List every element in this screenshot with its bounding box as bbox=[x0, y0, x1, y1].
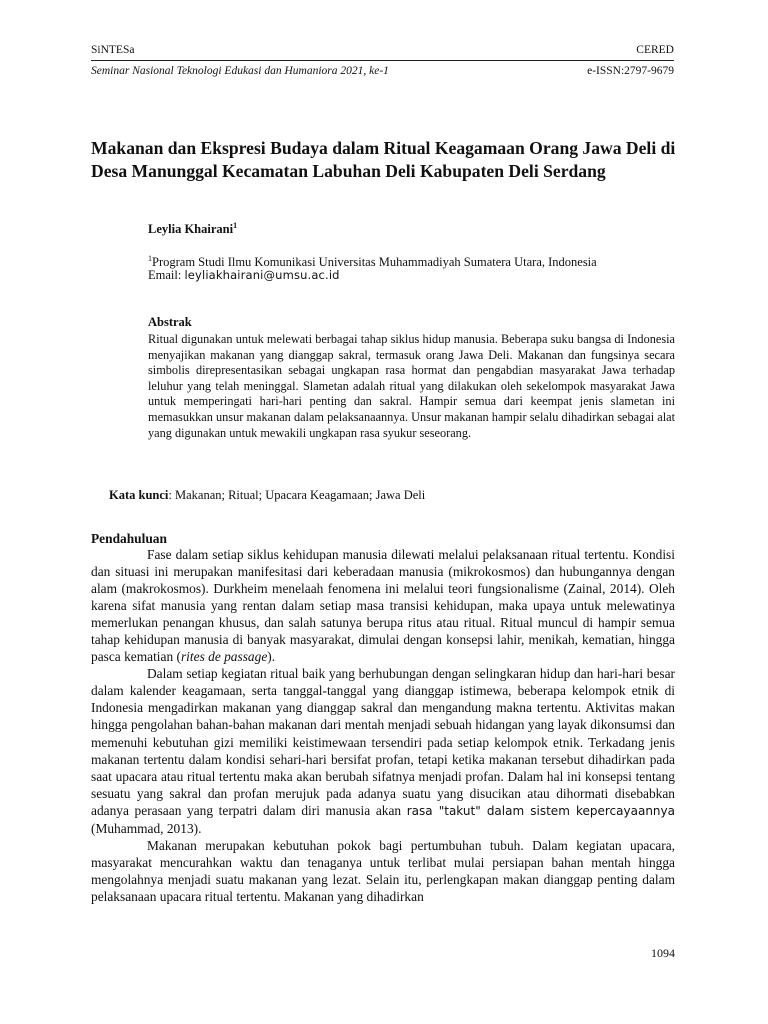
paragraph-text-end: (Muhammad, 2013). bbox=[91, 820, 202, 836]
paragraph-text-end: ). bbox=[267, 649, 276, 665]
affiliation-text: Program Studi Ilmu Komunikasi Universitas Muhammadiyah Sumatera Utara, Indonesia bbox=[152, 255, 597, 269]
keywords-text: : Makanan; Ritual; Upacara Keagamaan; Jawa Deli bbox=[168, 488, 426, 502]
paper-title: Makanan dan Ekspresi Budaya dalam Ritual Keagamaan Orang Jawa Deli di Desa Manunggal Kecamatan Labuhan Deli Kabupaten Deli Serdang bbox=[91, 138, 676, 181]
email-line bbox=[148, 267, 340, 283]
section-heading-introduction: Pendahuluan bbox=[91, 531, 167, 546]
header-rule bbox=[91, 60, 674, 61]
author-name: Leylia Khairani bbox=[148, 222, 234, 236]
author bbox=[148, 218, 237, 237]
sans-phrase: rasa "takut" dalam sistem kepercayaannya bbox=[406, 803, 675, 818]
keywords-label: Kata kunci bbox=[109, 488, 169, 502]
paragraph bbox=[91, 546, 675, 665]
journal-name: SiNTESa bbox=[91, 44, 135, 56]
eissn: e-ISSN:2797-9679 bbox=[587, 65, 674, 77]
italic-term: rites de passage bbox=[180, 649, 268, 665]
paragraph: Makanan merupakan kebutuhan pokok bagi pertumbuhan tubuh. Dalam kegiatan upacara, masyarakat mencurahkan waktu dan tenaganya untuk terlibat mulai persiapan bahan mentah hingga mengolahnya menjadi suatu makanan yang lezat. Selain itu, perlengkapan makan dianggap penting dalam pelaksanaan upacara ritual tertentu. Makanan yang dihadirkan bbox=[91, 837, 675, 904]
author-superscript: 1 bbox=[233, 221, 238, 230]
affiliation-superscript: 1 bbox=[148, 254, 152, 263]
email-address: leyliakhairani@umsu.ac.id bbox=[184, 268, 340, 282]
page-number: 1094 bbox=[651, 946, 675, 960]
abstract-heading: Abstrak bbox=[148, 315, 192, 329]
organization-name: CERED bbox=[636, 44, 674, 56]
paragraph bbox=[91, 665, 675, 836]
paragraph-text: Dalam setiap kegiatan ritual baik yang berhubungan dengan selingkaran hidup dan hari-hari besar dalam kalender keagamaan, serta tanggal-tanggal yang dianggap istimewa, beberapa kelompok etnik di Indonesia mengadirkan makanan yang dianggap sakral dan mengandung makna tertentu. Aktivitas makan hingga pengolahan bahan-bahan makanan dari mentah menjadi sebuah hidangan yang layak dikonsumsi dan memenuhi kebutuhan gizi memiliki keistimewaan tersendiri pada setiap kelompok etnik. Terkadang jenis makanan tertentu dalam kondisi sehari-hari bersifat profan, tetapi ketika makanan tersebut dihadirkan pada saat upacara atau ritual tertentu maka akan berubah sifatnya menjadi profan. Dalam hal ini konsepsi tentang sesuatu yang sakral dan profan merujuk pada adanya suatu yang disucikan atau dihormati disebabkan adanya perasaan yang terpatri dalam diri manusia akan bbox=[91, 666, 675, 818]
email-label: Email: bbox=[148, 268, 185, 282]
introduction-body bbox=[91, 546, 675, 905]
seminar-name: Seminar Nasional Teknologi Edukasi dan Humaniora 2021, ke-1 bbox=[91, 65, 389, 77]
abstract-text: Ritual digunakan untuk melewati berbagai tahap siklus hidup manusia. Beberapa suku bangsa di Indonesia menyajikan makanan yang dianggap sakral, termasuk orang Jawa Deli. Makanan dan fungsinya secara simbolis direpresentasikan sebagai ungkapan rasa hormat dan pengabdian masyarakat Jawa terhadap leluhur yang telah meninggal. Slametan adalah ritual yang dilakukan oleh sekelompok masyarakat Jawa untuk memperingati hari-hari penting dan sakral. Hampir semua dari keempat jenis slametan ini memasukkan unsur makanan dalam pelaksanaannya. Unsur makanan hampir selalu dihadirkan sebagai alat yang digunakan untuk mewakili ungkapan rasa syukur seseorang. bbox=[148, 332, 675, 440]
paragraph-text: Fase dalam setiap siklus kehidupan manusia dilewati melalui pelaksanaan ritual tertentu. Kondisi dan situasi ini merupakan manifesitasi dari keberadaan manusia (mikrokosmos) dan hubungannya dengan alam (makrokosmos). Durkheim menelaah fenomena ini melalui teori fungsionalisme (Zainal, 2014). Oleh karena sifat manusia yang rentan dalam setiap masa transisi kehidupan, maka upaya untuk melewatinya memerlukan penangan khusus, dan salah satunya berupa ritus atau ritual. Ritual muncul di hampir semua tahap kehidupan manusia di banyak masyarakat, dimulai dengan konsepsi lahir, menikah, kematian, hingga pasca kematian ( bbox=[91, 547, 675, 665]
keywords bbox=[109, 487, 425, 503]
